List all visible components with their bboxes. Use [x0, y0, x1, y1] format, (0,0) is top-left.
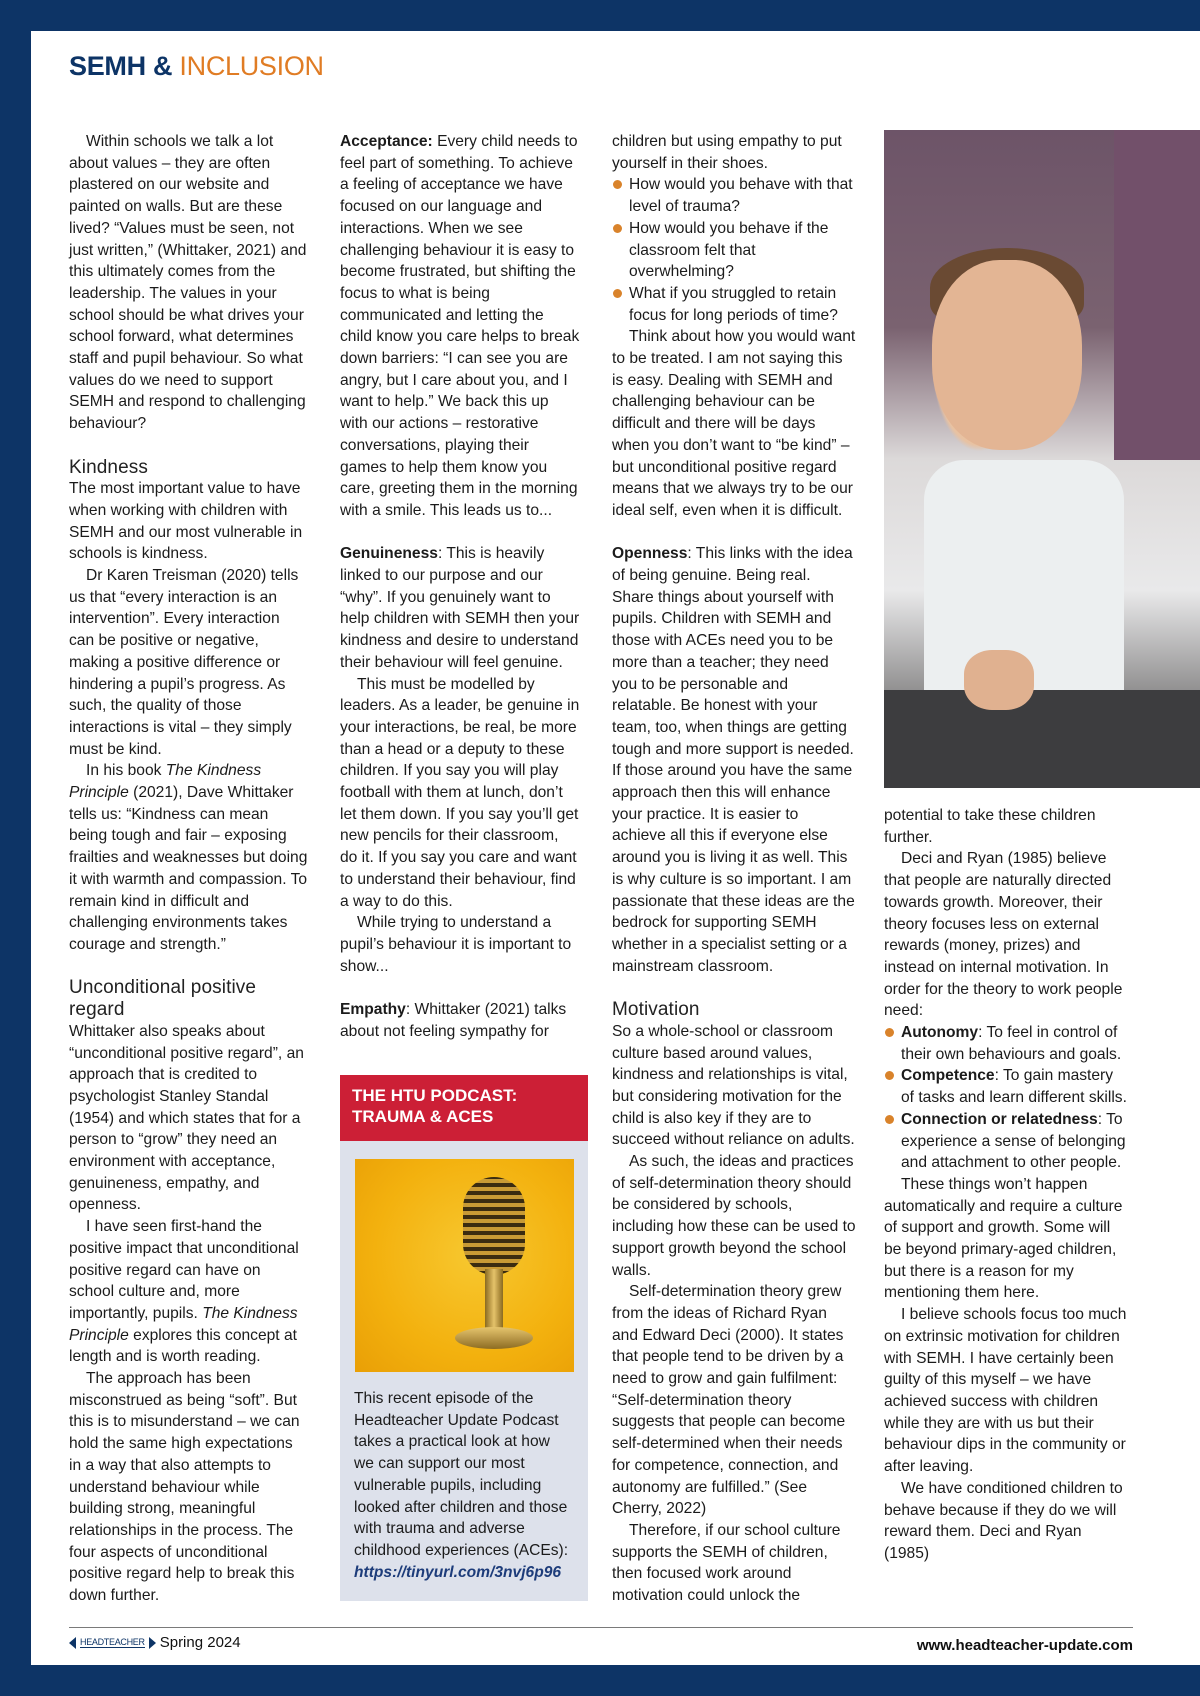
paragraph-genuineness: Genuineness: This is heavily linked to our purpose and our “why”. If you genuinely want to help children with SEMH then your kindness and desire to understand their behaviour will feel genuine. [340, 545, 580, 671]
paragraph: So a whole-school or classroom culture based around values, kindness and relationships is vital, but considering motivation for the child is also key if they are to succeed without reliance on adults. [612, 1022, 855, 1149]
podcast-text: This recent episode of the Headteacher Update Podcast takes a practical look at how we can support our most vulnerable pupils, including looked after children and those with trauma and adverse childhood experiences (ACEs): https://tinyurl.com/3nvj6p96 [354, 1390, 569, 1581]
paragraph-empathy: Empathy: Whittaker (2021) talks about not feeling sympathy for [340, 1001, 567, 1040]
paragraph: This must be modelled by leaders. As a leader, be genuine in your interactions, be real, be more than a head or a deputy to these children. If you say you will play football with them at lunch, don’t let them down. If you say you’ll get new pencils for their classroom, do it. If you say you care and want to understand their behaviour, find a way to do this. [340, 675, 580, 910]
previous-arrow-icon[interactable] [69, 1637, 76, 1649]
list-item: Autonomy: To feel in control of their own behaviours and goals. [884, 1022, 1129, 1065]
subheading-kindness: Kindness [69, 456, 148, 478]
podcast-link[interactable]: https://tinyurl.com/3nvj6p96 [354, 1563, 562, 1581]
footer-divider [69, 1627, 1133, 1628]
list-item: Competence: To gain mastery of tasks and learn different skills. [884, 1065, 1129, 1108]
paragraph: The most important value to have when working with children with SEMH and our most vulnerable in schools is kindness. [69, 480, 303, 563]
question-list [612, 174, 856, 326]
paragraph: I have seen first-hand the positive impact that unconditional positive regard can have on school culture and, more importantly, pupils. The Kindness Principle explores this concept at length and is worth reading. [69, 1218, 299, 1366]
column-4 [884, 805, 1129, 1565]
website-link[interactable]: www.headteacher-update.com [916, 1637, 1133, 1654]
book-title: The Kindness Principle [69, 762, 262, 802]
paragraph: Think about how you would want to be treated. I am not saying this is easy. Dealing with SEMH and challenging behaviour can be difficult and there will be days when you don’t want to “be kind” – but unconditional positive regard means that we always try to be our ideal self, even when it is difficult. [612, 328, 856, 519]
paragraph: We have conditioned children to behave because if they do we will reward them. Deci and Ryan (1985) [884, 1479, 1123, 1562]
paragraph: Therefore, if our school culture supports the SEMH of children, then focused work around motivation could unlock the [612, 1521, 841, 1605]
podcast-title: THE HTU PODCAST: TRAUMA & ACES [340, 1075, 588, 1141]
paragraph: These things won’t happen automatically and require a culture of support and growth. Some will be beyond primary-aged children, but there is a reason for my mentioning them here. [884, 1175, 1123, 1302]
column-1 [69, 131, 309, 1607]
paragraph: Within schools we talk a lot about values – they are often plastered on our website and painted on walls. But are these lived? “Values must be seen, not just written,” (Whittaker, 2021) and this ultimately comes from the leadership. The values in your school should be what drives your school forward, what determines staff and pupil behaviour. So what values do we need to support SEMH and respond to challenging behaviour? [69, 133, 307, 433]
paragraph: potential to take these children further. [884, 807, 1096, 846]
paragraph: I believe schools focus too much on extrinsic motivation for children with SEMH. I have certainly been guilty of this myself – we have achieved success with children while they are with us but their behaviour dips in the community or after leaving. [884, 1306, 1127, 1476]
paragraph: In his book The Kindness Principle (2021), Dave Whittaker tells us: “Kindness can mean being tough and fair – exposing frailties and weaknesses but doing it with warmth and compassion. To remain kind in difficult and challenging environments takes courage and strength.” [69, 762, 308, 953]
column-2 [340, 131, 580, 1043]
pupil-photo [884, 130, 1200, 788]
subheading-unconditional-positive-regard: Unconditional positive regard [69, 977, 257, 1021]
needs-list [884, 1022, 1129, 1174]
paragraph: While trying to understand a pupil’s behaviour it is important to show... [340, 914, 572, 975]
paragraph: Whittaker also speaks about “unconditional positive regard”, an approach that is credited to psychologist Stanley Standal (1954) and which states that for a person to “grow” they need an environment with acceptance, genuineness, empathy, and openness. [69, 1022, 304, 1214]
paragraph: As such, the ideas and practices of self-determination theory should be considered by schools, including how these can be used to support growth beyond the school walls. [612, 1153, 856, 1279]
microphone-image [355, 1159, 574, 1372]
podcast-box [340, 1075, 588, 1601]
footer-issue [69, 1634, 241, 1651]
next-arrow-icon[interactable] [149, 1637, 156, 1649]
paragraph: The approach has been misconstrued as being “soft”. But this is to misunderstand – we can hold the same high expectations in a way that also attempts to understand behaviour while building strong, meaningful relationships in the process. The four aspects of unconditional positive regard help to break this down further. [69, 1370, 300, 1605]
paragraph-openness: Openness: This links with the idea of being genuine. Being real. Share things about yourself with pupils. Children with SEMH and those with ACEs need you to be more than a teacher; they need you to be personable and relatable. Be honest with your team, too, when things are getting tough and more support is needed. If those around you have the same approach then this will enhance your practice. It is easier to achieve all this if everyone else around you is living it as well. This is why culture is so important. I am passionate that these ideas are the bedrock for supporting SEMH whether in a specialist setting or a mainstream classroom. [612, 545, 855, 975]
book-title: The Kindness Principle [69, 1304, 298, 1344]
paragraph: Deci and Ryan (1985) believe that people are naturally directed towards growth. Moreover, their theory focuses less on external rewards (money, prizes) and instead on internal motivation. In order for the theory to work people need: [884, 850, 1123, 1020]
paragraph: Self-determination theory grew from the ideas of Richard Ryan and Edward Deci (2000). It states that people tend to be driven by a need to grow and gain fulfilment: “Self-determination theory suggests that people can become self-determined when their needs for competence, connection, and autonomy are fulfilled.” (See Cherry, 2022) [612, 1283, 846, 1518]
section-title-secondary: INCLUSION [179, 51, 324, 81]
list-item: How would you behave if the classroom felt that overwhelming? [612, 218, 856, 283]
list-item: How would you behave with that level of trauma? [612, 174, 856, 217]
column-3 [612, 131, 856, 1607]
list-item: What if you struggled to retain focus for long periods of time? [612, 283, 856, 326]
magazine-logo: HEADTEACHER [80, 1637, 145, 1647]
subheading-motivation: Motivation [612, 999, 700, 1021]
list-item: Connection or relatedness: To experience a sense of belonging and attachment to other people. [884, 1109, 1129, 1174]
paragraph: Dr Karen Treisman (2020) tells us that “every interaction is an intervention”. Every interaction can be positive or negative, making a positive difference or hindering a pupil’s progress. As such, the quality of those interactions is vital – they simply must be kind. [69, 567, 299, 758]
magazine-page [31, 31, 1200, 1665]
paragraph: children but using empathy to put yourself in their shoes. [612, 133, 842, 172]
section-title-primary: SEMH & [69, 51, 173, 81]
issue-label: Spring 2024 [159, 1634, 241, 1651]
section-header [69, 51, 324, 82]
paragraph-acceptance: Acceptance: Every child needs to feel part of something. To achieve a feeling of acceptance we have focused on our language and interactions. When we see challenging behaviour it is easy to become frustrated, but shifting the focus to what is being communicated and letting the child know you care helps to break down barriers: “I can see you are angry, but I care about you, and I want to help.” We back this up with our actions – restorative conversations, playing their games to help them know you care, greeting them in the morning with a smile. This leads us to... [340, 133, 580, 519]
